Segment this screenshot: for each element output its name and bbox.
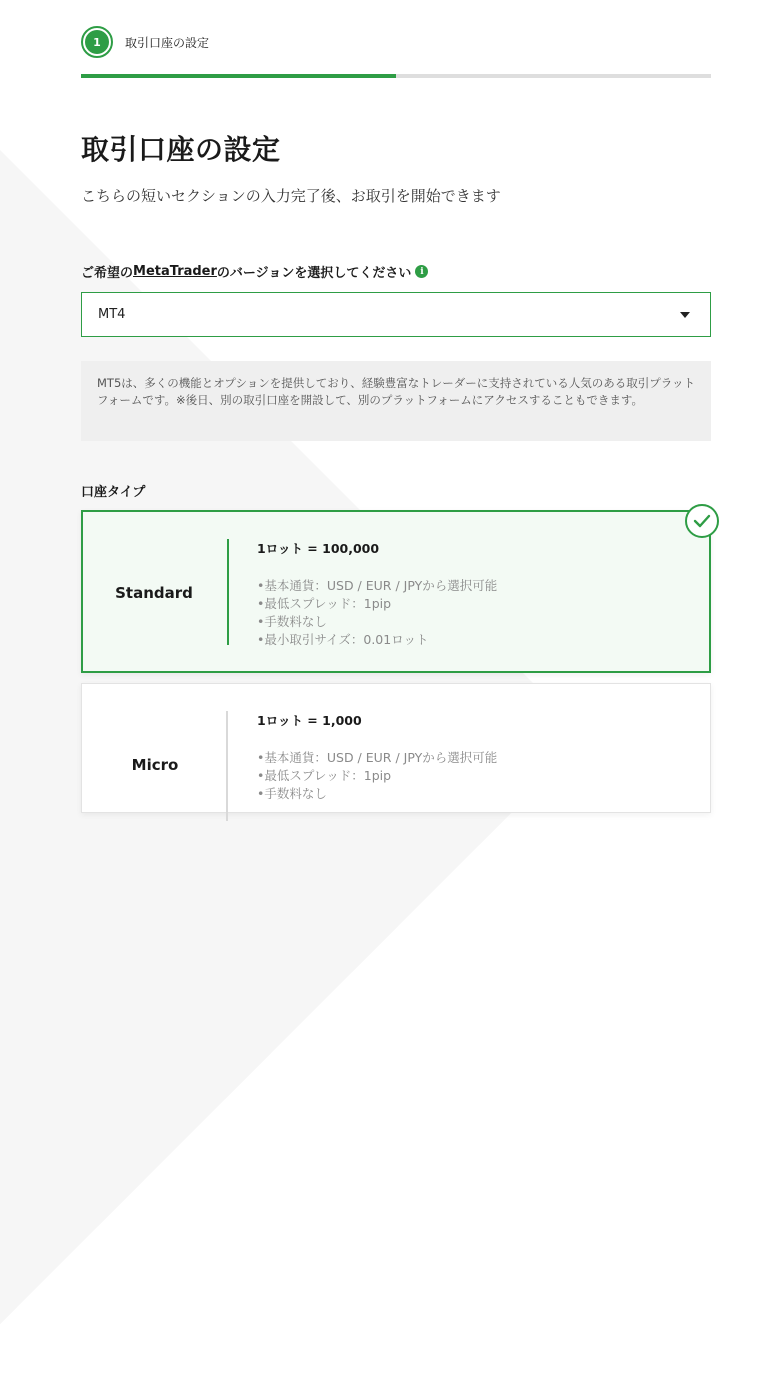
account-details: [257, 539, 497, 649]
feature-item: •手数料なし: [257, 786, 327, 801]
feature-item: •最低スプレッド：1pip: [257, 596, 392, 611]
feature-item: •最小取引サイズ：0.01ロット: [257, 632, 429, 647]
account-card-micro[interactable]: [81, 683, 711, 813]
account-type-label: 口座タイプ: [81, 485, 146, 500]
progress-fill: [81, 74, 396, 78]
feature-item: •基本通貨：USD / EUR / JPYから選択可能: [257, 750, 498, 765]
lot-size: 1ロット = 1,000: [257, 713, 362, 728]
feature-item: •基本通貨：USD / EUR / JPYから選択可能: [257, 578, 498, 593]
account-name: Micro: [131, 756, 179, 774]
step-indicator: [81, 26, 113, 58]
page-subtitle: こちらの短いセクションの入力完了後、お取引を開始できます: [81, 187, 501, 205]
account-card-standard[interactable]: [81, 510, 711, 673]
check-icon: [693, 514, 711, 528]
step-label: 取引口座の設定: [125, 35, 210, 50]
step-number: 1: [85, 30, 109, 54]
page-title: 取引口座の設定: [81, 133, 281, 166]
selected-badge: [685, 504, 719, 538]
platform-info-text: MT5は、多くの機能とオプションを提供しており、経験豊富なトレーダーに支持されている人気のある取引プラットフォームです。※後日、別の取引口座を開設して、別のプラットフォームにアクセスすることもできます。: [97, 376, 695, 407]
platform-info-box: [81, 361, 711, 441]
card-divider: [227, 539, 229, 645]
label-suffix: のバージョンを選択してください: [216, 266, 412, 281]
account-details: [257, 711, 497, 803]
card-divider: [226, 711, 228, 821]
stepper: [81, 26, 209, 58]
label-prefix: ご希望の: [81, 266, 134, 281]
lot-size: 1ロット = 100,000: [257, 541, 380, 556]
metatrader-version-select[interactable]: [81, 292, 711, 337]
account-name: Standard: [115, 584, 193, 602]
info-icon[interactable]: i: [415, 265, 428, 278]
chevron-down-icon: [680, 312, 690, 318]
metatrader-link[interactable]: MetaTrader: [133, 264, 217, 279]
progress-bar: [81, 74, 711, 78]
feature-item: •手数料なし: [257, 614, 327, 629]
feature-item: •最低スプレッド：1pip: [257, 768, 392, 783]
select-value: MT4: [98, 307, 126, 322]
version-select-label: [81, 262, 428, 281]
